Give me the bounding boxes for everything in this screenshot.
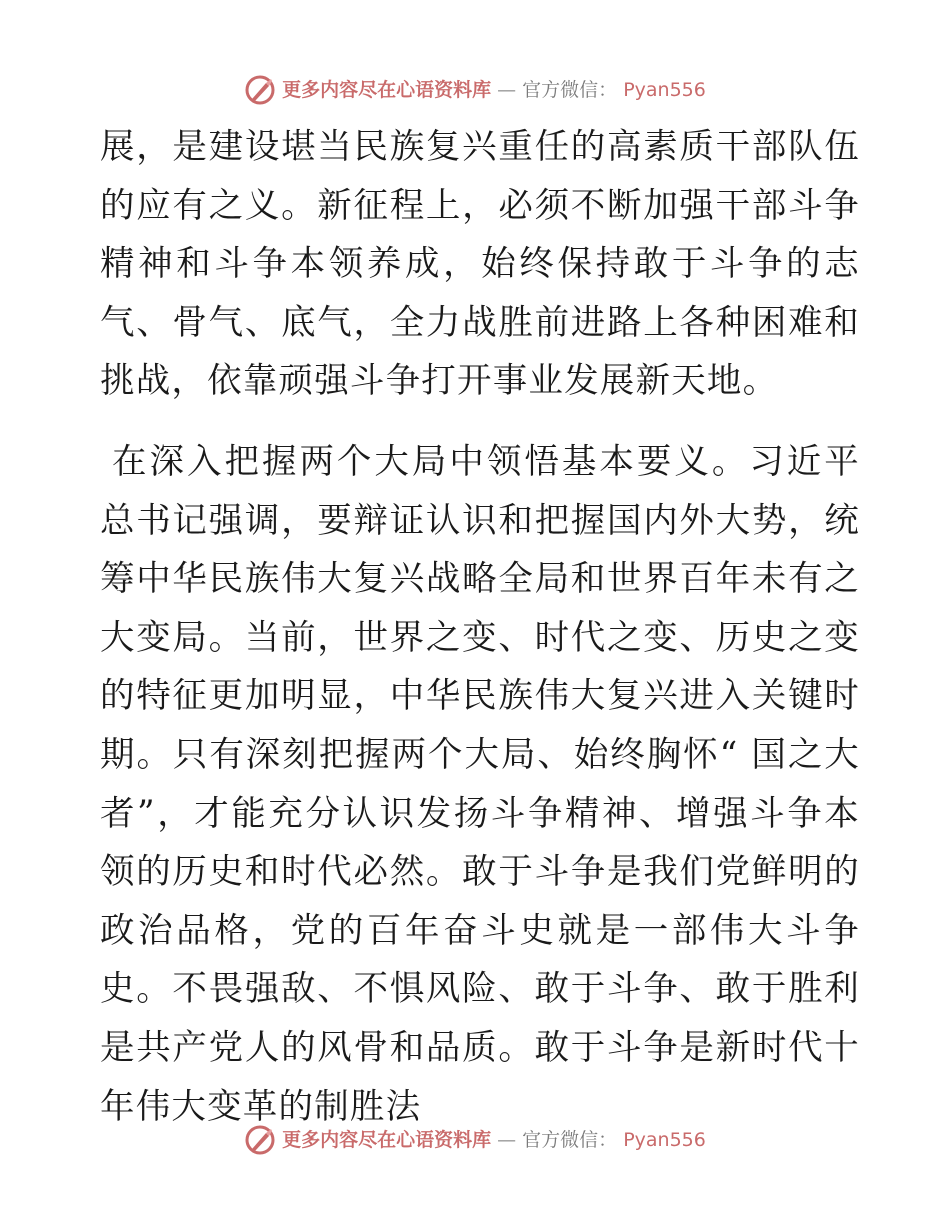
header-watermark (0, 74, 950, 106)
watermark-separator: — (497, 1129, 517, 1151)
document-body (100, 118, 860, 1136)
footer-watermark (0, 1124, 950, 1156)
watermark-wechat-label: 官方微信： (522, 79, 618, 101)
watermark-main-text: 更多内容尽在心语资料库 (282, 1129, 492, 1151)
watermark-wechat-id: Pyan556 (623, 79, 706, 101)
watermark-wechat-label: 官方微信： (522, 1129, 618, 1151)
quill-pen-logo-icon (244, 1124, 276, 1156)
quill-pen-logo-icon (244, 74, 276, 106)
paragraph-1: 展，是建设堪当民族复兴重任的高素质干部队伍的应有之义。新征程上，必须不断加强干部斗争精神和斗争本领养成，始终保持敢于斗争的志气、骨气、底气，全力战胜前进路上各种困难和挑战，依靠顽强斗争打开事业发展新天地。 (100, 127, 860, 402)
watermark-main-text: 更多内容尽在心语资料库 (282, 79, 492, 101)
paragraph-2: 在深入把握两个大局中领悟基本要义。习近平总书记强调，要辩证认识和把握国内外大势，统筹中华民族伟大复兴战略全局和世界百年未有之大变局。当前，世界之变、时代之变、历史之变的特征更加明显，中华民族伟大复兴进入关键时期。只有深刻把握两个大局、始终胸怀“ 国之大者”，才能充分认识发扬斗争精神、增强斗争本领的历史和时代必然。敢于斗争是我们党鲜明的政治品格，党的百年奋斗史就是一部伟大斗争史。不畏强敌、不惧风险、敢于斗争、敢于胜利是共产党人的风骨和品质。敢于斗争是新时代十年伟大变革的制胜法 (100, 441, 860, 1127)
watermark-separator: — (497, 79, 517, 101)
watermark-wechat-id: Pyan556 (623, 1129, 706, 1151)
